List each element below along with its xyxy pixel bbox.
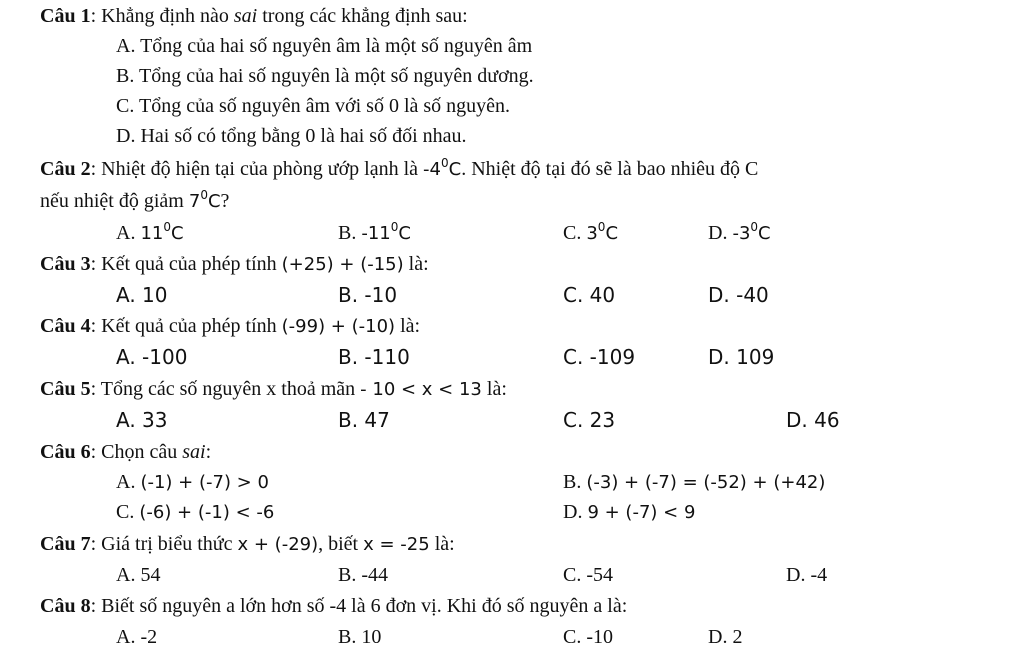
temperature-value: -4 [423, 159, 441, 180]
q7-option-a: A. 54 [116, 564, 161, 586]
option-letter: B. [338, 222, 362, 244]
q6-option-d [563, 500, 695, 525]
option-unit: C [398, 223, 411, 244]
question-text: : Tổng các số nguyên x thoả mãn [90, 378, 361, 400]
q4-option-b: B. -110 [338, 345, 410, 369]
question-2 [40, 157, 758, 183]
question-text: trong các khẳng định sau: [257, 5, 468, 27]
option-value: 3 [586, 223, 598, 244]
q3-option-a: A. 10 [116, 283, 168, 307]
option-unit: C [605, 223, 619, 244]
question-7 [40, 532, 455, 557]
question-label: Câu 2 [40, 158, 91, 180]
option-letter: A. [116, 471, 141, 493]
temperature-unit: C [207, 191, 221, 212]
option-expression: 9 + (-7) < 9 [587, 502, 696, 523]
question-label: Câu 7 [40, 533, 91, 555]
question-text: : [205, 441, 212, 463]
degree-mark: 0 [163, 220, 171, 234]
question-text: : Chọn câu [90, 441, 183, 463]
question-expression: (-99) + (-10) [281, 316, 396, 337]
question-text: : Nhiệt độ hiện tại của phòng ướp lạnh là [90, 158, 424, 180]
q4-option-d: D. 109 [708, 345, 775, 369]
degree-mark: 0 [390, 220, 399, 234]
option-letter: C. [563, 222, 587, 244]
question-8 [40, 594, 627, 618]
q2-option-d [708, 221, 771, 247]
option-expression: (-3) + (-7) = (-52) + (+42) [586, 472, 826, 493]
q2-option-b [338, 221, 411, 247]
option-expression: (-6) + (-1) < -6 [139, 502, 275, 523]
question-text: : Biết số nguyên a lớn hơn số -4 là 6 đơn vị. Khi đó số nguyên a là: [90, 595, 628, 617]
question-label: Câu 3 [40, 253, 91, 275]
q2-option-c [563, 221, 618, 247]
q4-option-c: C. -109 [563, 345, 636, 369]
q8-option-b: B. 10 [338, 626, 382, 648]
option-unit: C [171, 223, 184, 244]
question-text: là: [481, 378, 507, 400]
option-value: -3 [732, 223, 751, 244]
option-letter: D. [563, 501, 588, 523]
question-label: Câu 4 [40, 315, 91, 337]
q8-option-c: C. -10 [563, 626, 613, 648]
q6-option-b [563, 470, 825, 495]
option-letter: A. [116, 222, 141, 244]
q3-option-b: B. -10 [338, 283, 398, 307]
question-4 [40, 314, 420, 339]
question-6 [40, 440, 211, 464]
question-text: : Khẳng định nào [90, 5, 234, 27]
q4-option-a: A. -100 [116, 345, 188, 369]
option-value: 11 [140, 223, 164, 244]
question-text: nếu nhiệt độ giảm [40, 190, 189, 212]
question-text: là: [403, 253, 429, 275]
q8-option-d: D. 2 [708, 626, 743, 648]
q5-option-d: D. 46 [786, 408, 840, 432]
q7-option-d: D. -4 [786, 564, 828, 586]
question-label: Câu 1 [40, 5, 91, 27]
q8-option-a: A. -2 [116, 626, 158, 648]
question-text: . Nhiệt độ tại đó sẽ là bao nhiêu độ C [461, 158, 759, 180]
degree-mark: 0 [200, 188, 208, 202]
question-expression: - 10 < x < 13 [360, 379, 482, 400]
question-3 [40, 252, 429, 277]
q5-option-b: B. 47 [338, 408, 390, 432]
option-value: -11 [361, 223, 391, 244]
question-expression: (+25) + (-15) [281, 254, 404, 275]
question-2-line-2 [40, 189, 229, 215]
option-expression: (-1) + (-7) > 0 [140, 472, 269, 493]
question-emphasis: sai [233, 5, 258, 27]
question-emphasis: sai [182, 441, 206, 463]
option-letter: B. [563, 471, 587, 493]
degree-mark: 0 [597, 220, 606, 234]
q2-option-a [116, 221, 184, 247]
question-label: Câu 5 [40, 378, 91, 400]
question-5 [40, 377, 507, 402]
q1-option-d: D. Hai số có tổng bằng 0 là hai số đối nhau. [116, 125, 467, 147]
option-letter: D. [708, 222, 733, 244]
q5-option-a: A. 33 [116, 408, 168, 432]
degree-mark: 0 [440, 156, 449, 170]
option-letter: C. [116, 501, 140, 523]
q3-option-c: C. 40 [563, 283, 616, 307]
question-text: là: [429, 533, 455, 555]
q6-option-a [116, 470, 269, 495]
q3-option-d: D. -40 [708, 283, 769, 307]
question-text: : Kết quả của phép tính [90, 315, 282, 337]
question-text: : Kết quả của phép tính [90, 253, 282, 275]
question-1 [40, 4, 468, 28]
question-expression: x = -25 [363, 534, 430, 555]
q1-option-b: B. Tổng của hai số nguyên là một số nguyên dương. [116, 65, 534, 87]
q1-option-a: A. Tổng của hai số nguyên âm là một số nguyên âm [116, 35, 533, 57]
question-text: ? [220, 190, 230, 212]
q7-option-c: C. -54 [563, 564, 613, 586]
question-text: : Giá trị biểu thức [90, 533, 238, 555]
temperature-value: 7 [188, 191, 201, 212]
degree-mark: 0 [750, 220, 759, 234]
q7-option-b: B. -44 [338, 564, 388, 586]
question-label: Câu 6 [40, 441, 91, 463]
question-text: là: [395, 315, 421, 337]
question-expression: x + (-29) [237, 534, 319, 555]
temperature-unit: C [448, 159, 462, 180]
question-text: , biết [318, 533, 364, 555]
question-label: Câu 8 [40, 595, 91, 617]
option-unit: C [758, 223, 771, 244]
q1-option-c: C. Tổng của số nguyên âm với số 0 là số nguyên. [116, 95, 511, 117]
q6-option-c [116, 500, 274, 525]
q5-option-c: C. 23 [563, 408, 616, 432]
